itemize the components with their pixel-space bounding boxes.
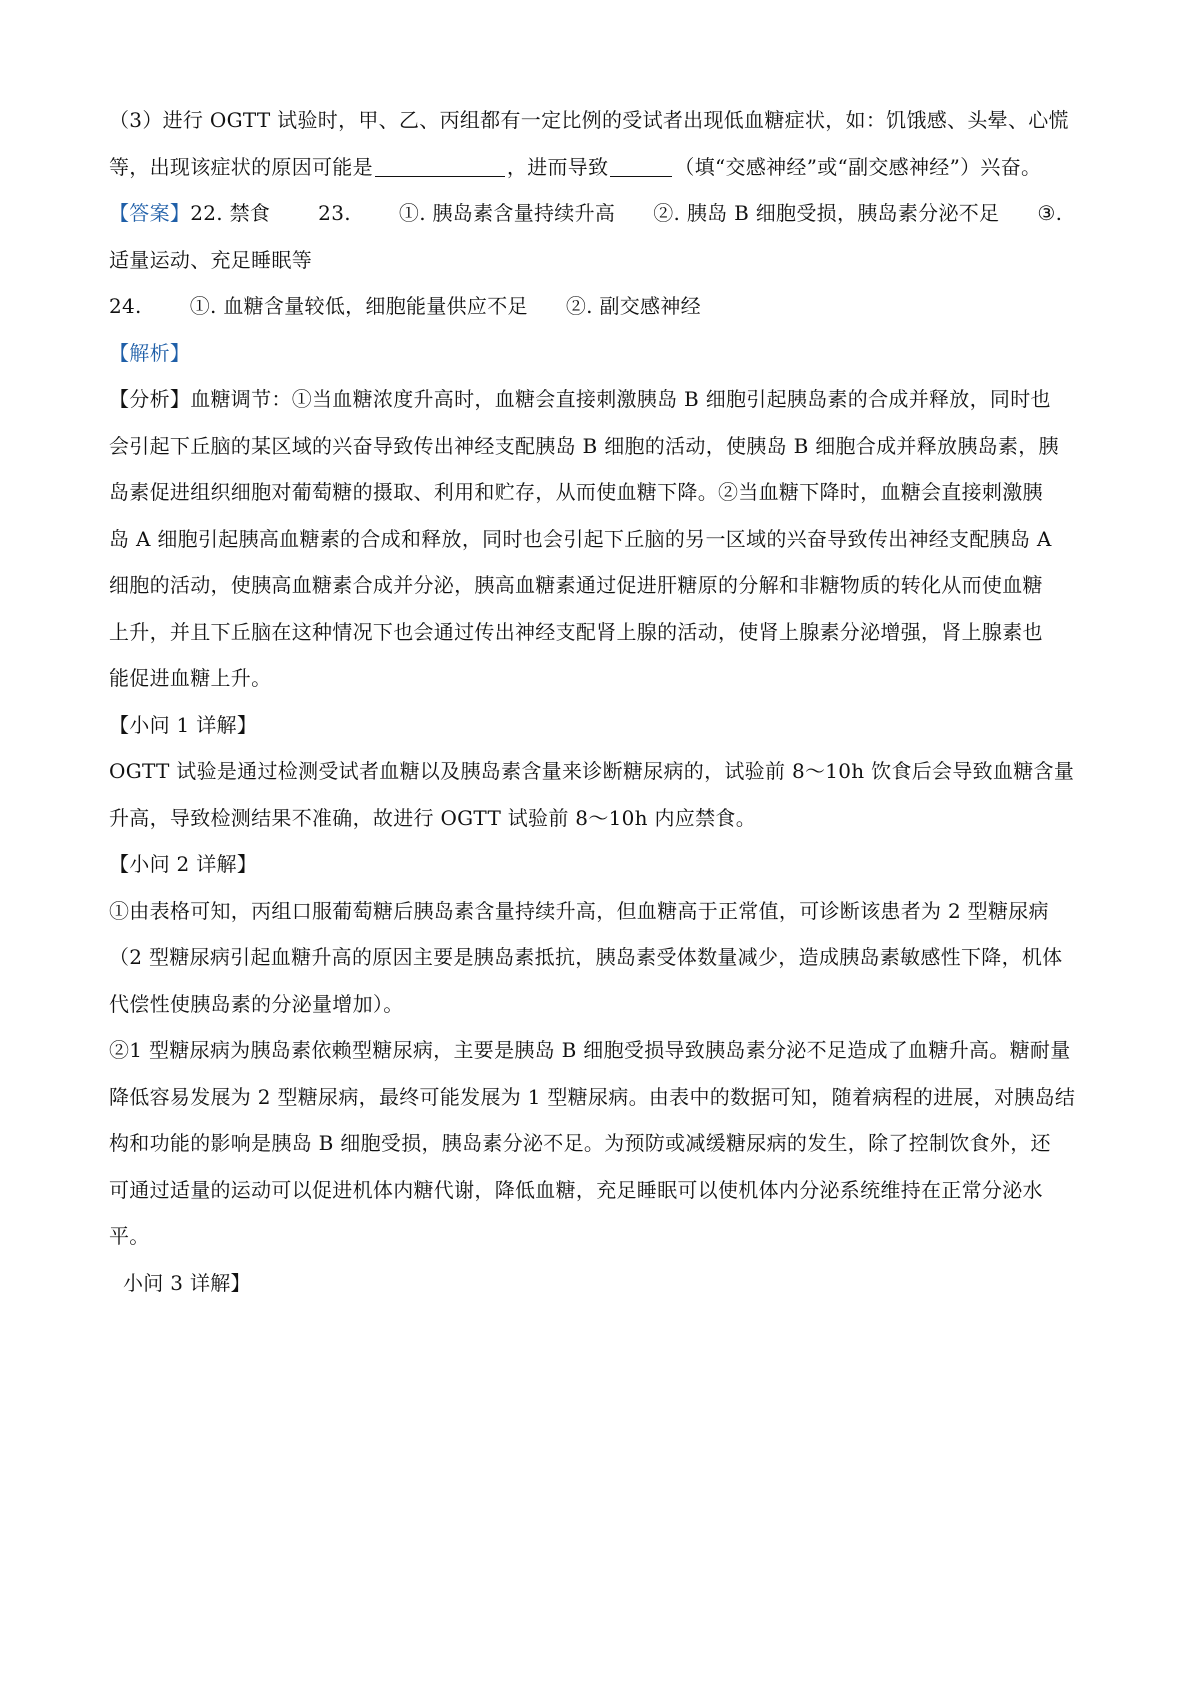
detail2-line: ②1 型糖尿病为胰岛素依赖型糖尿病，主要是胰岛 B 细胞受损导致胰岛素分泌不足造成了血糖升高。糖耐量 [109, 1038, 1071, 1062]
detail3-heading-text: 小问 3 详解】 [123, 1270, 251, 1295]
answer-blank-1 [375, 156, 505, 177]
answer-line [109, 190, 1099, 237]
detail1-heading: 【小问 1 详解】 [109, 712, 258, 737]
answer-23-part3-text: 适量运动、充足睡眠等 [109, 247, 312, 272]
analysis-line: 岛 A 细胞引起胰高血糖素的合成和释放，同时也会引起下丘脑的另一区域的兴奋导致传出神经支配胰岛 A [109, 526, 1052, 551]
detail1-line: OGTT 试验是通过检测受试者血糖以及胰岛素含量来诊断糖尿病的，试验前 8～10h 饮食后会导致血糖含量 [109, 759, 1075, 783]
answer-blank-2 [610, 156, 672, 177]
analysis-line: 能促进血糖上升。 [109, 666, 272, 690]
detail2-line: 降低容易发展为 2 型糖尿病，最终可能发展为 1 型糖尿病。由表中的数据可知，随着病程的进展，对胰岛结 [109, 1084, 1076, 1109]
question3-line2-after: （填“交感神经”或“副交感神经”）兴奋。 [674, 154, 1042, 179]
answer-22: 22. 禁食 [190, 201, 271, 225]
detail2-line: ①由表格可知，丙组口服葡萄糖后胰岛素含量持续升高，但血糖高于正常值，可诊断该患者为 2 型糖尿病 [109, 898, 1049, 923]
analysis-line: 上升，并且下丘脑在这种情况下也会通过传出神经支配肾上腺的活动，使肾上腺素分泌增强，肾上腺素也 [109, 619, 1043, 644]
answer-23-part1: ①. 胰岛素含量持续升高 [398, 201, 616, 225]
question3-line1: （3）进行 OGTT 试验时，甲、乙、丙组都有一定比例的受试者出现低血糖症状，如：饥饿感、头晕、心慌 [109, 108, 1069, 132]
detail2-line: 代偿性使胰岛素的分泌量增加）。 [109, 991, 404, 1016]
detail2-line: 平。 [109, 1224, 150, 1248]
answer-24-part2: ②. 副交感神经 [565, 294, 701, 318]
answer-23-part2: ②. 胰岛 B 细胞受损，胰岛素分泌不足 [653, 201, 1000, 225]
question3-line2 [109, 144, 1099, 191]
analysis-line: 细胞的活动，使胰高血糖素合成并分泌，胰高血糖素通过促进肝糖原的分解和非糖物质的转化从而使血糖 [109, 573, 1043, 597]
question3-line2-before: 等，出现该症状的原因可能是 [109, 154, 373, 179]
detail3-heading [109, 1260, 1099, 1307]
detail2-line: 可通过适量的运动可以促进机体内糖代谢，降低血糖，充足睡眠可以使机体内分泌系统维持在正常分泌水 [109, 1177, 1043, 1202]
question3-line2-middle: ，进而导致 [506, 154, 609, 179]
answer-tag: 【答案】 [109, 201, 191, 225]
analysis-tag: 【解析】 [109, 340, 191, 365]
document-page [109, 97, 1099, 1306]
answer-24-line [109, 283, 1099, 330]
answer-24-number: 24. [109, 294, 142, 318]
analysis-line: 【分析】血糖调节：①当血糖浓度升高时，血糖会直接刺激胰岛 B 细胞引起胰岛素的合成并释放，同时也 [109, 387, 1051, 411]
detail2-heading: 【小问 2 详解】 [109, 852, 258, 876]
detail2-line: 构和功能的影响是胰岛 B 细胞受损，胰岛素分泌不足。为预防或减缓糖尿病的发生，除了控制饮食外，还 [109, 1131, 1051, 1155]
answer-23-part3: ③. [1037, 201, 1063, 225]
answer-24-part1: ①. 血糖含量较低，细胞能量供应不足 [189, 294, 528, 318]
analysis-line: 岛素促进组织细胞对葡萄糖的摄取、利用和贮存，从而使血糖下降。②当血糖下降时，血糖会直接刺激胰 [109, 480, 1043, 504]
analysis-line: 会引起下丘脑的某区域的兴奋导致传出神经支配胰岛 B 细胞的活动，使胰岛 B 细胞合成并释放胰岛素，胰 [109, 433, 1059, 458]
detail1-line: 升高，导致检测结果不准确，故进行 OGTT 试验前 8～10h 内应禁食。 [109, 805, 757, 830]
answer-23-number: 23. [318, 201, 351, 225]
detail2-line: （2 型糖尿病引起血糖升高的原因主要是胰岛素抵抗，胰岛素受体数量减少，造成胰岛素敏感性下降，机体 [109, 945, 1063, 969]
